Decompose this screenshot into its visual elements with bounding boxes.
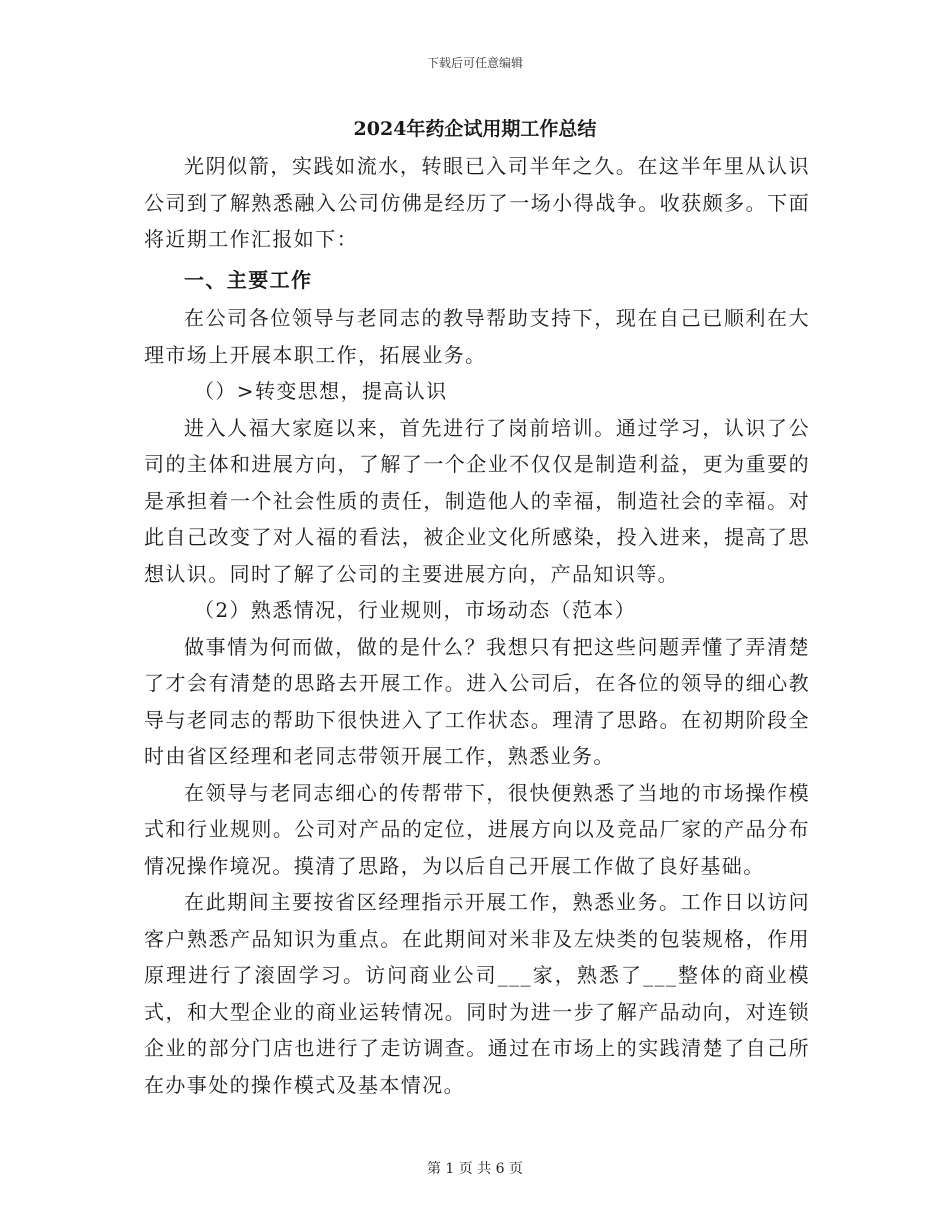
paragraph-visits: 在此期间主要按省区经理指示开展工作，熟悉业务。工作日以访问客户熟悉产品知识为重点。在此期间对米非及左炔类的包装规格，作用原理进行了滚固学习。访问商业公司___家，熟悉了___整体的商业模式，和大型企业的商业运转情况。同时为进一步了解产品动向，对连锁企业的部分门店也进行了走访调查。通过在市场上的实践清楚了自己所在办事处的操作模式及基本情况。: [144, 890, 810, 1097]
paragraph-why-work: 做事情为何而做，做的是什么？我想只有把这些问题弄懂了弄清楚了才会有清楚的思路去开展工作。进入公司后，在各位的领导的细心教导与老同志的帮助下很快进入了工作状态。理清了思路。在初期阶段全时由省区经理和老同志带领开展工作，熟悉业务。: [144, 634, 810, 768]
subheading-change-thinking: （）>转变思想，提高认识: [194, 379, 448, 403]
page-number-footer: 第 1 页 共 6 页: [426, 1161, 524, 1177]
page-header-note: 下载后可任意编辑: [426, 56, 523, 70]
paragraph-main-work: 在公司各位领导与老同志的教导帮助支持下，现在自己已顺利在大理市场上开展本职工作，拓展业务。: [144, 306, 810, 367]
paragraph-guidance: 在领导与老同志细心的传帮带下，很快便熟悉了当地的市场操作模式和行业规则。公司对产品的定位，进展方向以及竞品厂家的产品分布情况操作境况。摸清了思路，为以后自己开展工作做了良好基础。: [144, 780, 810, 878]
paragraph-training: 进入人福大家庭以来，首先进行了岗前培训。通过学习，认识了公司的主体和进展方向，了解了一个企业不仅仅是制造利益，更为重要的是承担着一个社会性质的责任，制造他人的幸福，制造社会的幸福。对此自己改变了对人福的看法，被企业文化所感染，投入进来，提高了思想认识。同时了解了公司的主要进展方向，产品知识等。: [144, 415, 810, 586]
section-heading-main-work: 一、主要工作: [184, 267, 313, 292]
subheading-familiarize: （2）熟悉情况，行业规则，市场动态（范本）: [194, 598, 637, 622]
document-title: 2024年药企试用期工作总结: [353, 118, 597, 140]
paragraph-intro: 光阴似箭，实践如流水，转眼已入司半年之久。在这半年里从认识公司到了解熟悉融入公司仿佛是经历了一场小得战争。收获颇多。下面将近期工作汇报如下：: [144, 154, 810, 251]
document-body: [144, 148, 810, 1103]
